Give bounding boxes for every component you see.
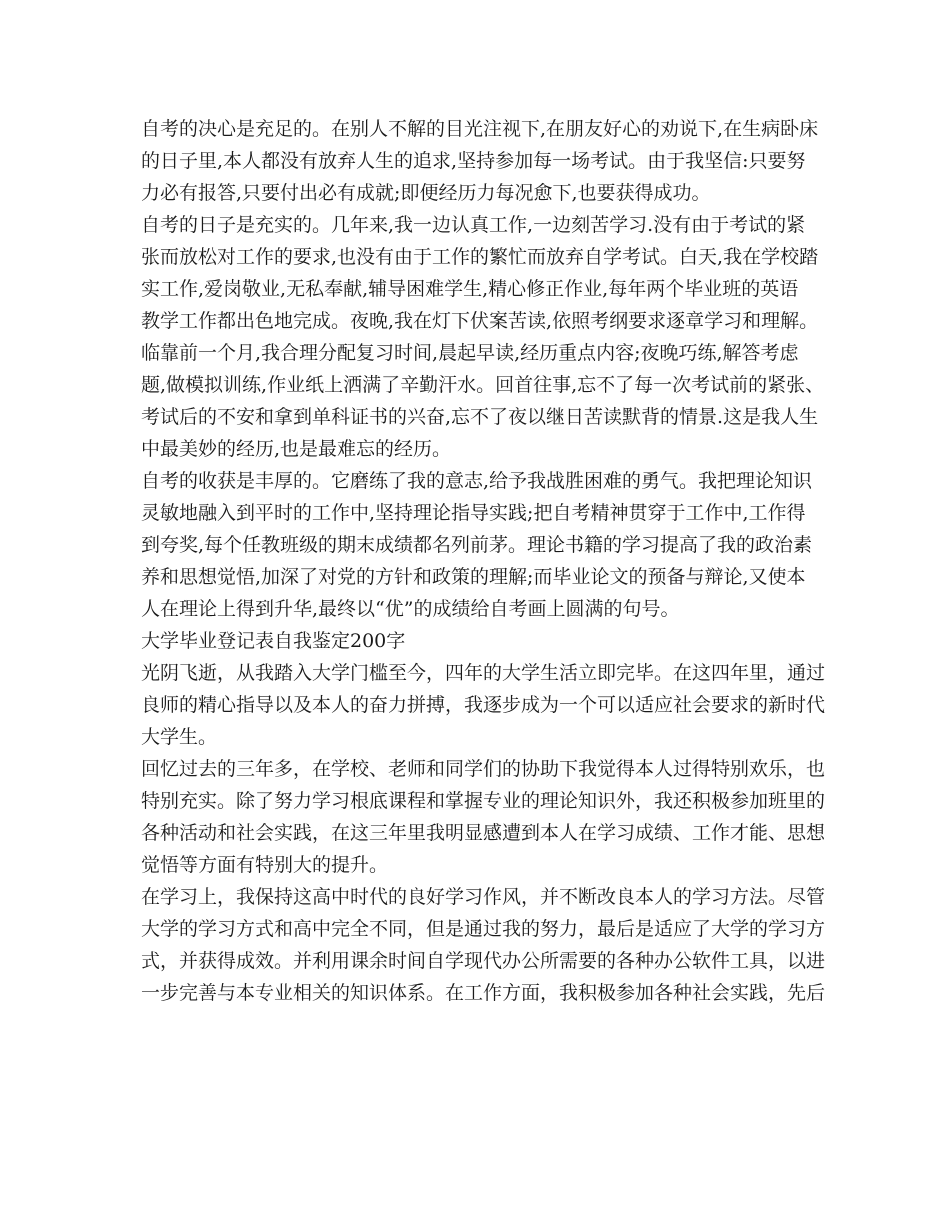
text-line: 中最美妙的经历,也是最难忘的经历。 bbox=[141, 438, 452, 460]
text-line: 临靠前一个月,我合理分配复习时间,晨起早读,经历重点内容;夜晚巧练,解答考虑 bbox=[141, 342, 799, 364]
text-line: 的日子里,本人都没有放弃人生的追求,坚持参加每一场考试。由于我坚信:只要努 bbox=[141, 150, 806, 172]
text-line: 自考的日子是充实的。几年来,我一边认真工作,一边刻苦学习.没有由于考试的紧 bbox=[141, 214, 806, 236]
text-line: 一步完善与本专业相关的知识体系。在工作方面，我积极参加各种社会实践，先后 bbox=[141, 982, 826, 1004]
text-line: 式，并获得成效。并利用课余时间自学现代办公所需要的各种办公软件工具，以进 bbox=[141, 950, 826, 972]
text-line: 考试后的不安和拿到单科证书的兴奋,忘不了夜以继日苦读默背的情景.这是我人生 bbox=[141, 406, 819, 428]
text-line: 大学的学习方式和高中完全不同，但是通过我的努力，最后是适应了大学的学习方 bbox=[141, 918, 826, 940]
text-line: 题,做模拟训练,作业纸上洒满了辛勤汗水。回首往事,忘不了每一次考试前的紧张、 bbox=[141, 374, 825, 396]
text-line: 自考的收获是丰厚的。它磨练了我的意志,给予我战胜困难的勇气。我把理论知识 bbox=[141, 470, 813, 492]
text-line: 在学习上，我保持这高中时代的良好学习作风，并不断改良本人的学习方法。尽管 bbox=[141, 886, 826, 908]
text-line: 自考的决心是充足的。在别人不解的目光注视下,在朋友好心的劝说下,在生病卧床 bbox=[141, 118, 819, 140]
text-line: 灵敏地融入到平时的工作中,坚持理论指导实践;把自考精神贯穿于工作中,工作得 bbox=[141, 502, 806, 524]
text-line: 回忆过去的三年多，在学校、老师和同学们的协助下我觉得本人过得特别欢乐，也 bbox=[141, 758, 826, 780]
text-line: 光阴飞逝，从我踏入大学门槛至今，四年的大学生活立即完毕。在这四年里，通过 bbox=[141, 662, 826, 684]
text-line: 养和思想觉悟,加深了对党的方针和政策的理解;而毕业论文的预备与辩论,又使本 bbox=[141, 566, 806, 588]
text-line: 力必有报答,只要付出必有成就;即便经历力每况愈下,也要获得成功。 bbox=[141, 182, 711, 204]
text-line: 大学生。 bbox=[141, 726, 218, 748]
text-line: 良师的精心指导以及本人的奋力拼搏，我逐步成为一个可以适应社会要求的新时代 bbox=[141, 694, 826, 716]
section-heading: 大学毕业登记表自我鉴定200字 bbox=[141, 630, 406, 652]
text-line: 实工作,爱岗敬业,无私奉献,辅导困难学生,精心修正作业,每年两个毕业班的英语 bbox=[141, 278, 799, 300]
text-line: 各种活动和社会实践，在这三年里我明显感遭到本人在学习成绩、工作才能、思想 bbox=[141, 822, 826, 844]
text-line: 觉悟等方面有特别大的提升。 bbox=[141, 854, 389, 876]
text-line: 张而放松对工作的要求,也没有由于工作的繁忙而放弃自学考试。白天,我在学校踏 bbox=[141, 246, 819, 268]
text-line: 到夸奖,每个任教班级的期末成绩都名列前茅。理论书籍的学习提高了我的政治素 bbox=[141, 534, 813, 556]
text-line: 特别充实。除了努力学习根底课程和掌握专业的理论知识外，我还积极参加班里的 bbox=[141, 790, 826, 812]
document-body bbox=[141, 113, 826, 1009]
text-line: 人在理论上得到升华,最终以“优”的成绩给自考画上圆满的句号。 bbox=[141, 598, 680, 620]
text-line: 教学工作都出色地完成。夜晚,我在灯下伏案苦读,依照考纲要求逐章学习和理解。 bbox=[141, 310, 819, 332]
